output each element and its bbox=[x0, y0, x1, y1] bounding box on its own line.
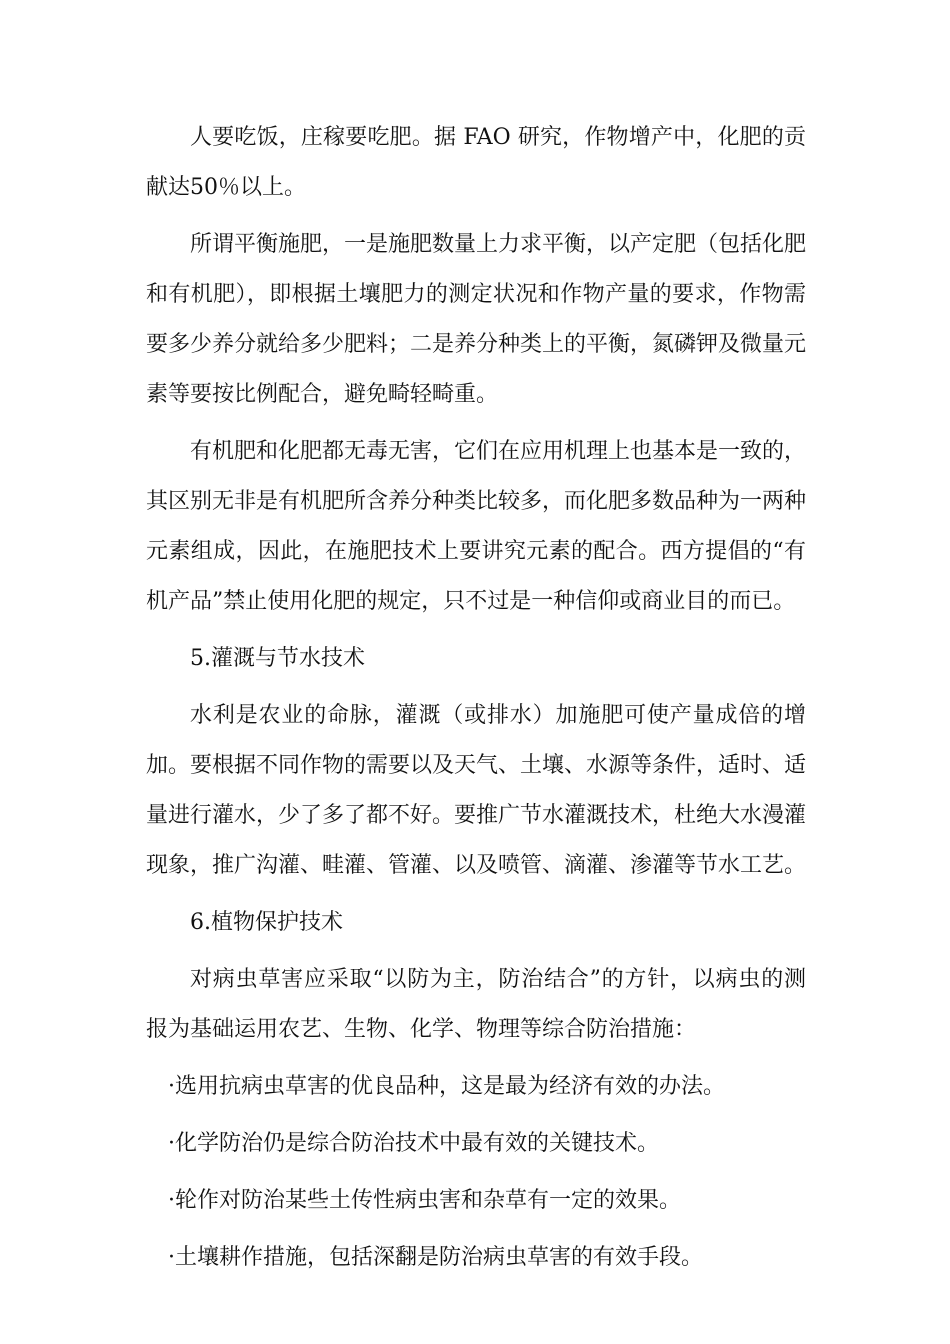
paragraph-fertilizer-contribution: 人要吃饭，庄稼要吃肥。据 FAO 研究，作物增产中，化肥的贡献达50％以上。 bbox=[146, 125, 806, 200]
paragraph-plant-protection: 对病虫草害应采取“以防为主，防治结合”的方针，以病虫的测报为基础运用农艺、生物、化学、物理等综合防治措施： bbox=[146, 967, 806, 1042]
paragraph-irrigation: 水利是农业的命脉，灌溉（或排水）加施肥可使产量成倍的增加。要根据不同作物的需要以及天气、土壤、水源等条件，适时、适量进行灌水，少了多了都不好。要推广节水灌溉技术，杜绝大水漫灌现象，推广沟灌、畦灌、管灌、以及喷管、滴灌、渗灌等节水工艺。 bbox=[146, 703, 807, 878]
list-item: ·轮作对防治某些土传性病虫害和杂草有一定的效果。 bbox=[168, 1188, 681, 1213]
document-page bbox=[146, 113, 806, 1290]
section-heading-irrigation: 5.灌溉与节水技术 bbox=[190, 646, 365, 671]
paragraph-balanced-fertilization: 所谓平衡施肥，一是施肥数量上力求平衡，以产定肥（包括化肥和有机肥），即根据土壤肥力的测定状况和作物产量的要求，作物需要多少养分就给多少肥料；二是养分种类上的平衡，氮磷钾及微量元素等要按比例配合，避免畸轻畸重。 bbox=[146, 232, 807, 407]
list-item: ·选用抗病虫草害的优良品种，这是最为经济有效的办法。 bbox=[168, 1074, 725, 1099]
section-heading-plant-protection: 6.植物保护技术 bbox=[190, 910, 343, 935]
list-item: ·土壤耕作措施，包括深翻是防治病虫草害的有效手段。 bbox=[168, 1245, 703, 1270]
paragraph-organic-vs-chemical: 有机肥和化肥都无毒无害，它们在应用机理上也基本是一致的，其区别无非是有机肥所含养分种类比较多，而化肥多数品种为一两种元素组成，因此，在施肥技术上要讲究元素的配合。西方提倡的“有机产品”禁止使用化肥的规定，只不过是一种信仰或商业目的而已。 bbox=[146, 439, 807, 614]
list-item: ·化学防治仍是综合防治技术中最有效的关键技术。 bbox=[168, 1131, 659, 1156]
